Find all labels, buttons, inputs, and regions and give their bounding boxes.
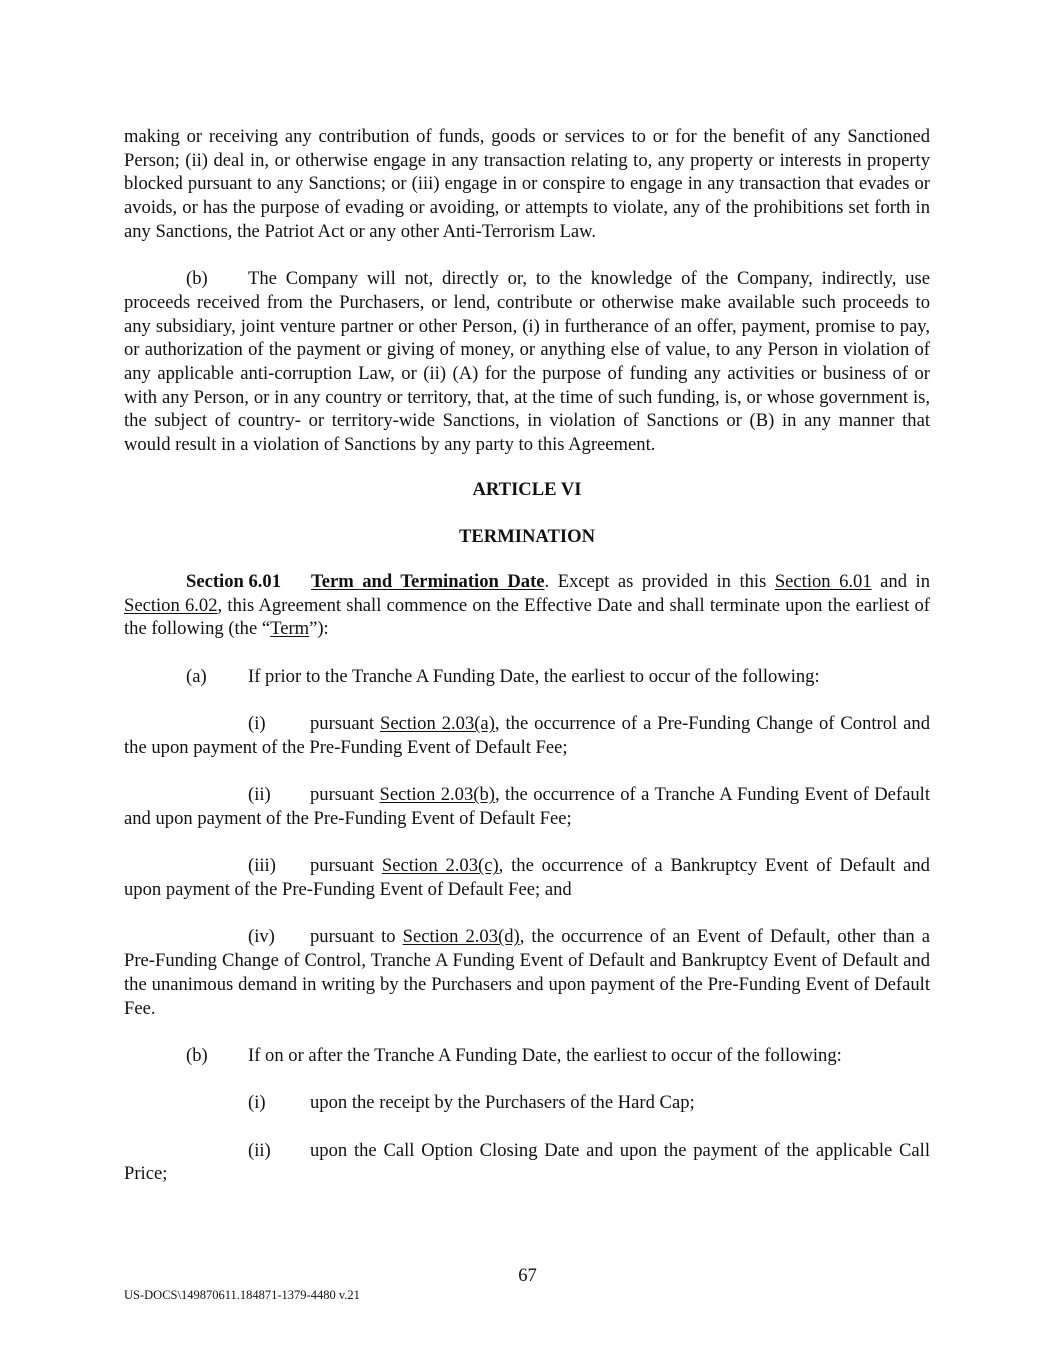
- intro-paragraph: making or receiving any contribution of funds, goods or services to or for the benefit of any Sanctioned Person; (ii) deal in, or otherwise engage in any transaction relating to, any property or interests in property blocked pursuant to any Sanctions; or (iii) engage in or conspire to engage in any transaction that evades or avoids, or has the purpose of evading or avoiding, or attempts to violate, any of the prohibitions set forth in any Sanctions, the Patriot Act or any other Anti-Terrorism Law.: [124, 126, 930, 242]
- item-marker: (i): [248, 713, 266, 735]
- item-marker: (ii): [248, 784, 271, 806]
- section-6-01-label: Section 6.01: [186, 570, 282, 592]
- item-text: , the occurrence of a Pre-Funding Change of Control and the upon payment of the Pre-Funding Event of Default Fee;: [124, 713, 930, 758]
- clause-b-marker: (b): [186, 1044, 208, 1066]
- article-title: TERMINATION: [458, 526, 596, 548]
- paragraph-b-marker: (b): [186, 268, 208, 290]
- clause-a-item: [124, 854, 930, 901]
- section-text: . Except as provided in this: [544, 570, 775, 592]
- item-text: , the occurrence of a Tranche A Funding Event of Default and upon payment of the Pre-Funding Event of Default Fee;: [124, 784, 931, 829]
- item-text: pursuant: [310, 784, 380, 806]
- document-page: [124, 125, 930, 1186]
- section-6-01: [124, 570, 930, 641]
- clause-a-item: [124, 783, 930, 830]
- cross-reference-section-2-03-d: Section 2.03(d): [402, 926, 520, 948]
- defined-term: Term: [270, 618, 310, 640]
- clause-b-text: If on or after the Tranche A Funding Date, the earliest to occur of the following:: [248, 1044, 842, 1066]
- clause-b: [124, 1044, 930, 1068]
- clause-a-text: If prior to the Tranche A Funding Date, the earliest to occur of the following:: [248, 665, 820, 687]
- section-text: , this Agreement shall commence on the Effective Date and shall terminate upon the earliest of the following (the “: [124, 594, 930, 640]
- paragraph-b: [124, 267, 930, 457]
- cross-reference-section-2-03-b: Section 2.03(b): [379, 784, 495, 806]
- cross-reference-section-2-03-a: Section 2.03(a): [379, 713, 495, 735]
- clause-a: [124, 665, 930, 689]
- item-text: upon the Call Option Closing Date and upon the payment of the applicable Call Price;: [124, 1139, 930, 1185]
- item-marker: (iv): [248, 926, 275, 948]
- item-marker: (iii): [248, 855, 276, 877]
- item-text: , the occurrence of a Bankruptcy Event of Default and upon payment of the Pre-Funding Event of Default Fee; and: [124, 855, 930, 900]
- paragraph-b-text: The Company will not, directly or, to the knowledge of the Company, indirectly, use proceeds received from the Purchasers, or lend, contribute or otherwise make available such proceeds to any subsidiary, joint venture partner or other Person, (i) in furtherance of an offer, payment, promise to pay, or authorization of the payment or giving of money, or anything else of value, to any Person in violation of any applicable anti-corruption Law, or (ii) (A) for the purpose of funding any activities or business of or with any Person, or in any country or territory, that, at the time of such funding, is, or whose government is, the subject of country- or territory-wide Sanctions, in violation of Sanctions or (B) in any manner that would result in a violation of Sanctions by any party to this Agreement.: [124, 268, 930, 456]
- section-text: and in: [871, 570, 930, 592]
- item-text: pursuant to: [310, 926, 403, 948]
- cross-reference-section-6-02: Section 6.02: [124, 594, 218, 616]
- item-text: upon the receipt by the Purchasers of the Hard Cap;: [310, 1092, 695, 1114]
- clause-a-item: [124, 712, 930, 759]
- item-text: pursuant: [310, 855, 382, 877]
- section-6-01-heading: Term and Termination Date: [311, 570, 545, 592]
- clause-a-marker: (a): [186, 665, 207, 687]
- article-number: ARTICLE VI: [472, 478, 582, 500]
- item-text: , the occurrence of an Event of Default, other than a Pre-Funding Change of Control, Tranche A Funding Event of Default and Bankruptcy Event of Default and the unanimous demand in writing by the Purchasers and upon payment of the Pre-Funding Event of Default Fee.: [124, 926, 931, 1019]
- item-marker: (i): [248, 1092, 266, 1114]
- cross-reference-section-6-01: Section 6.01: [774, 570, 872, 592]
- item-text: pursuant: [310, 713, 380, 735]
- document-id: US-DOCS\149870611.184871-1379-4480 v.21: [124, 1288, 360, 1302]
- section-text: ”):: [309, 618, 329, 640]
- cross-reference-section-2-03-c: Section 2.03(c): [381, 855, 499, 877]
- clause-a-item: [124, 925, 930, 1020]
- clause-b-item: [124, 1091, 930, 1115]
- page-number: 67: [518, 1265, 537, 1286]
- item-marker: (ii): [248, 1139, 271, 1161]
- clause-b-item: [124, 1139, 930, 1186]
